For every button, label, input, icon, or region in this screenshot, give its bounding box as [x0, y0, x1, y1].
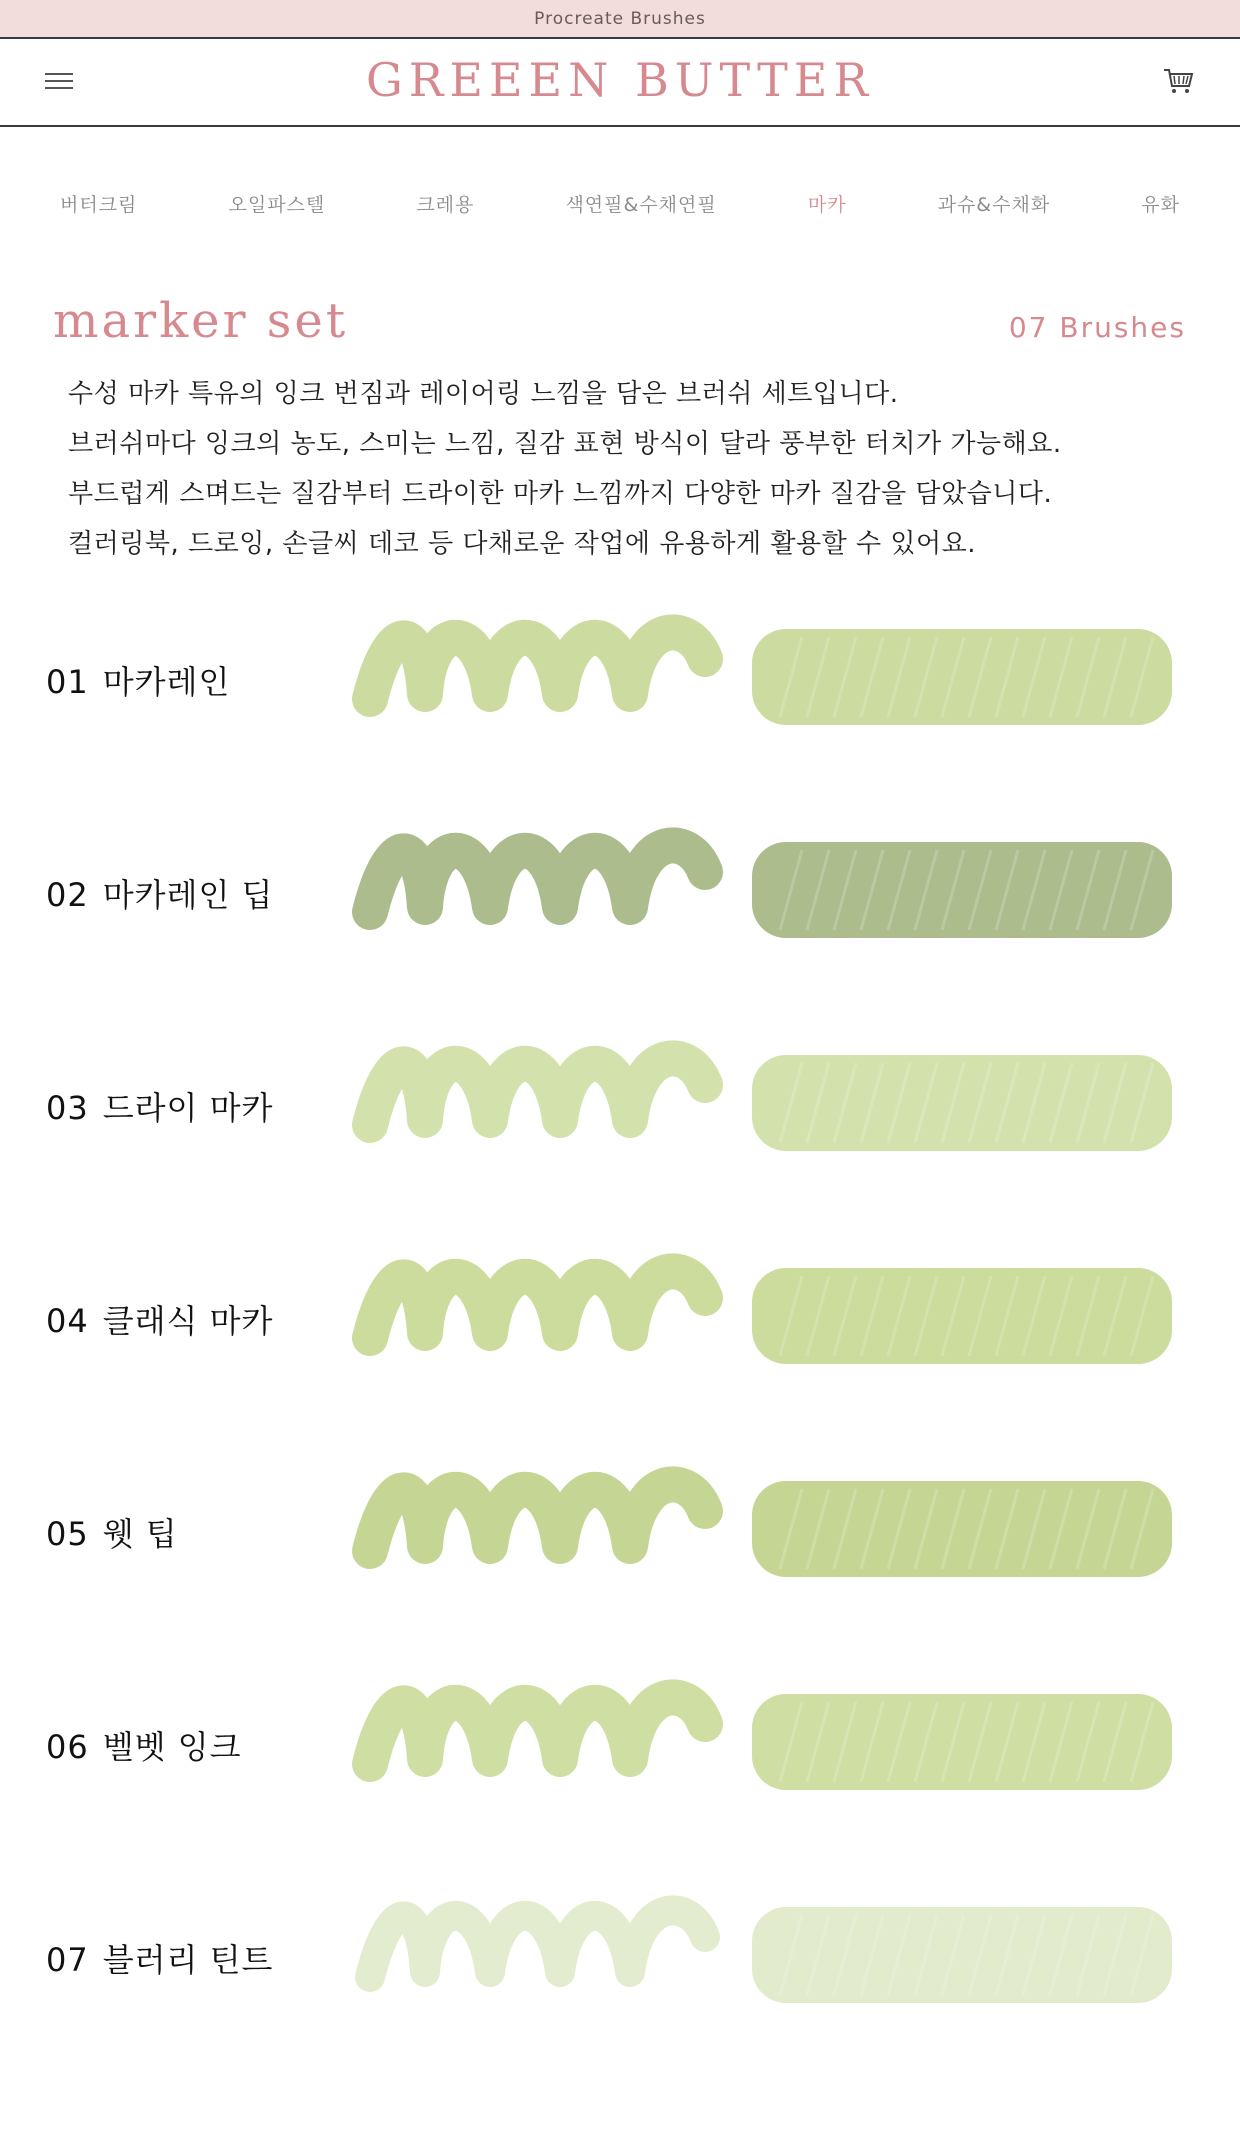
brush-count: 07 Brushes — [1008, 311, 1186, 344]
brush-number: 06 — [46, 1728, 89, 1766]
shopping-cart-icon[interactable] — [1162, 65, 1196, 95]
brush-number: 07 — [46, 1941, 89, 1979]
brush-name: 마카레인 — [102, 663, 231, 701]
squiggle-stroke-preview — [350, 1451, 730, 1601]
set-description — [0, 369, 1240, 569]
set-title: marker set — [53, 293, 349, 349]
brush-list — [0, 639, 1240, 2130]
bar-stroke-preview — [740, 599, 1190, 749]
squiggle-stroke-preview — [350, 1877, 730, 2027]
bar-stroke-preview — [740, 812, 1190, 962]
brush-label — [46, 1083, 273, 1129]
squiggle-stroke-preview — [350, 812, 730, 962]
brush-number: 04 — [46, 1302, 89, 1340]
nav-item[interactable]: 색연필&수채연필 — [565, 193, 717, 216]
nav-item[interactable]: 오일파스텔 — [228, 193, 326, 216]
bar-stroke-preview — [740, 1025, 1190, 1175]
brush-label — [46, 1722, 242, 1768]
description-line: 컬러링북, 드로잉, 손글씨 데코 등 다채로운 작업에 유용하게 활용할 수 있어요. — [68, 529, 977, 559]
bar-stroke-preview — [740, 1664, 1190, 1814]
brush-label — [46, 1296, 273, 1342]
nav-item[interactable]: 유화 — [1141, 193, 1180, 216]
bar-stroke-preview — [740, 1877, 1190, 2027]
brush-label — [46, 870, 273, 916]
brush-name: 벨벳 잉크 — [102, 1728, 242, 1766]
brush-name: 마카레인 딥 — [102, 876, 274, 914]
site-header — [0, 39, 1240, 127]
brush-row — [0, 1917, 1240, 2130]
nav-item[interactable]: 과슈&수채화 — [937, 193, 1051, 216]
brush-number: 02 — [46, 876, 89, 914]
squiggle-stroke-preview — [350, 1238, 730, 1388]
bar-stroke-preview — [740, 1451, 1190, 1601]
brush-number: 05 — [46, 1515, 89, 1553]
brush-label — [46, 1935, 273, 1981]
nav-item[interactable]: 크레용 — [416, 193, 475, 216]
brush-number: 03 — [46, 1089, 89, 1127]
brush-label — [46, 1509, 178, 1555]
set-header — [0, 279, 1240, 369]
site-logo[interactable]: GREEEN BUTTER — [366, 53, 874, 107]
description-line: 수성 마카 특유의 잉크 번짐과 레이어링 느낌을 담은 브러쉬 세트입니다. — [68, 379, 899, 409]
description-line: 부드럽게 스며드는 질감부터 드라이한 마카 느낌까지 다양한 마카 질감을 담았습니다. — [68, 479, 1053, 509]
bar-stroke-preview — [740, 1238, 1190, 1388]
brush-name: 블러리 틴트 — [102, 1941, 274, 1979]
squiggle-stroke-preview — [350, 1664, 730, 1814]
nav-item[interactable]: 마카 — [807, 193, 847, 216]
brush-label — [46, 657, 230, 703]
brush-number: 01 — [46, 663, 89, 701]
brush-name: 클래식 마카 — [102, 1302, 274, 1340]
brush-name: 드라이 마카 — [102, 1089, 274, 1127]
description-line: 브러쉬마다 잉크의 농도, 스미는 느낌, 질감 표현 방식이 달라 풍부한 터치가 가능해요. — [68, 429, 1062, 459]
squiggle-stroke-preview — [350, 1025, 730, 1175]
brush-name: 웻 팁 — [102, 1515, 178, 1553]
category-nav — [0, 127, 1240, 279]
squiggle-stroke-preview — [350, 599, 730, 749]
promo-banner: Procreate Brushes — [0, 0, 1240, 39]
nav-item[interactable]: 버터크림 — [60, 193, 138, 216]
